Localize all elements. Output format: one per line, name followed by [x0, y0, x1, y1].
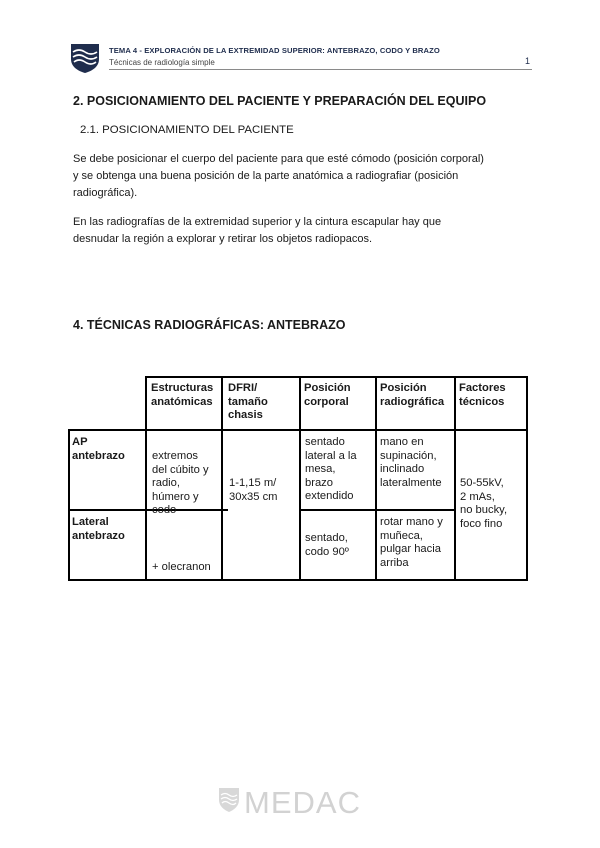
header-line: radiográfica	[380, 395, 445, 408]
cell-line: 1-1,15 m/	[229, 477, 277, 489]
radiographic-techniques-table	[68, 376, 528, 580]
header-posicion-radiografica	[380, 382, 444, 409]
header-line: chasis	[228, 409, 263, 421]
cell-line: 50-55kV,	[460, 477, 504, 489]
header-factores	[459, 382, 506, 409]
table-rule	[68, 429, 70, 580]
paragraph-extremidad	[73, 214, 533, 248]
footer-brand	[218, 785, 378, 821]
cell-line: brazo	[305, 476, 333, 489]
row-label-line: antebrazo	[72, 449, 125, 462]
lateral-posicion-corporal-cell	[305, 532, 349, 559]
table-rule	[299, 509, 454, 511]
header-subtitle: Técnicas de radiología simple	[109, 58, 215, 67]
cell-line: rotar mano y	[380, 516, 443, 528]
cell-line: codo	[152, 504, 177, 516]
paragraph-posicionamiento	[73, 151, 533, 202]
table-rule	[221, 376, 223, 580]
row-label-line: antebrazo	[72, 529, 125, 542]
paragraph-line: En las radiografías de la extremidad superior y la cintura escapular hay que	[73, 216, 442, 228]
table-rule	[145, 376, 147, 580]
cell-line: codo 90º	[305, 545, 349, 558]
header-estructuras	[151, 382, 213, 409]
cell-line: no bucky,	[460, 504, 508, 516]
table-rule	[68, 579, 528, 581]
estructuras-extra-cell: + olecranon	[152, 561, 211, 573]
factores-cell	[460, 477, 507, 531]
cell-line: del cúbito y	[152, 463, 209, 476]
row-label-lateral-antebrazo	[72, 516, 125, 543]
header-dfri	[228, 382, 268, 423]
cell-line: extremos	[152, 450, 199, 462]
cell-line: húmero y	[152, 490, 199, 503]
header-line: Posición	[380, 382, 427, 394]
lateral-posicion-radiografica-cell	[380, 516, 443, 570]
cell-line: sentado	[305, 436, 345, 448]
header-line: Estructuras	[151, 382, 214, 394]
header-line: Posición	[304, 382, 351, 394]
ap-posicion-radiografica-cell	[380, 436, 442, 490]
estructuras-cell	[152, 450, 209, 518]
paragraph-line: radiográfica).	[73, 187, 138, 199]
cell-line: inclinado	[380, 463, 425, 475]
table-rule	[299, 376, 301, 580]
header-line: anatómicas	[151, 395, 213, 408]
section-2-1-subheading: 2.1. POSICIONAMIENTO DEL PACIENTE	[80, 124, 294, 136]
ap-posicion-corporal-cell	[305, 436, 357, 504]
cell-line: lateral a la	[305, 449, 357, 462]
header-line: técnicos	[459, 395, 505, 408]
footer-brand-text: MEDAC	[244, 785, 361, 820]
cell-line: 2 mAs,	[460, 490, 495, 503]
cell-line: pulgar hacia	[380, 543, 441, 555]
cell-line: arriba	[380, 556, 409, 569]
row-label-line: Lateral	[72, 516, 109, 528]
dfri-cell	[229, 477, 278, 504]
medac-shield-logo-icon	[70, 42, 100, 74]
cell-line: mesa,	[305, 463, 336, 475]
medac-shield-watermark-icon	[218, 787, 240, 813]
paragraph-line: Se debe posicionar el cuerpo del paciente para que esté cómodo (posición corporal)	[73, 153, 484, 165]
paragraph-line: desnudar la región a explorar y retirar los objetos radiopacos.	[73, 233, 372, 245]
table-rule	[375, 376, 377, 580]
table-rule	[145, 376, 528, 378]
paragraph-line: y se obtenga una buena posición de la parte anatómica a radiografiar (posición	[73, 170, 459, 182]
cell-line: mano en	[380, 436, 424, 448]
cell-line: supinación,	[380, 449, 437, 462]
header-line: corporal	[304, 395, 349, 408]
cell-line: 30x35 cm	[229, 490, 278, 503]
cell-line: muñeca,	[380, 529, 423, 542]
page-number: 1	[524, 56, 530, 66]
page-header	[70, 42, 532, 76]
cell-line: extendido	[305, 490, 354, 502]
section-4-heading: 4. TÉCNICAS RADIOGRÁFICAS: ANTEBRAZO	[73, 318, 346, 332]
header-line: Factores	[459, 382, 506, 394]
row-label-line: AP	[72, 436, 88, 448]
cell-line: sentado,	[305, 532, 348, 544]
header-line: DFRI/	[228, 382, 258, 394]
table-rule	[68, 429, 528, 431]
table-rule	[526, 376, 528, 580]
table-rule	[454, 376, 456, 580]
header-posicion-corporal	[304, 382, 351, 409]
header-divider	[109, 69, 532, 70]
header-line: tamaño	[228, 395, 268, 408]
cell-line: lateralmente	[380, 476, 442, 489]
section-2-heading: 2. POSICIONAMIENTO DEL PACIENTE Y PREPARACIÓN DEL EQUIPO	[73, 94, 487, 108]
cell-line: foco fino	[460, 517, 503, 530]
header-title: TEMA 4 - EXPLORACIÓN DE LA EXTREMIDAD SUPERIOR: ANTEBRAZO, CODO Y BRAZO	[109, 46, 440, 55]
row-label-ap-antebrazo	[72, 436, 125, 463]
cell-line: radio,	[152, 477, 180, 489]
